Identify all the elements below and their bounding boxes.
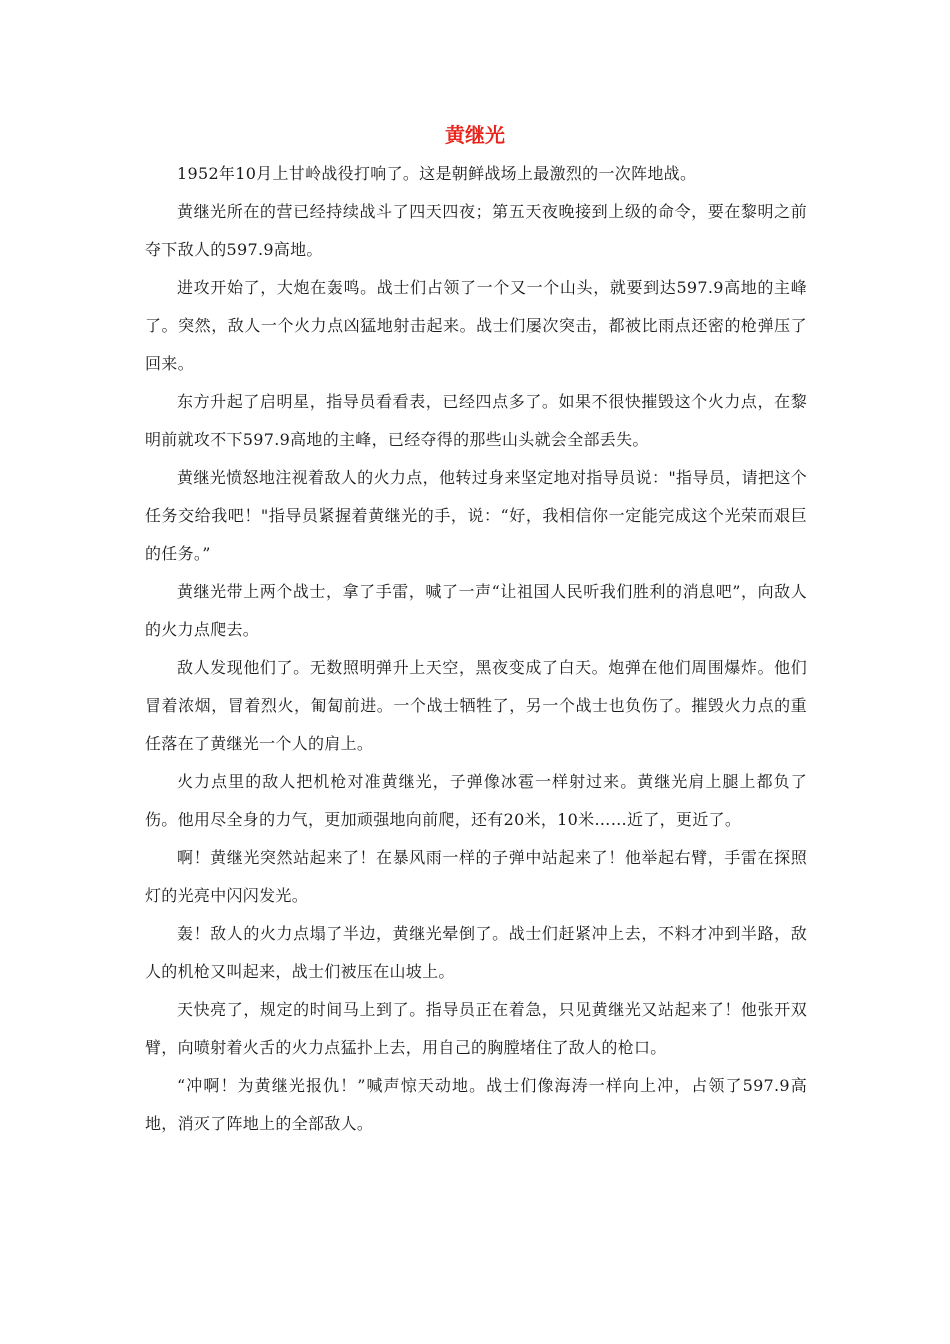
paragraph: 进攻开始了，大炮在轰鸣。战士们占领了一个又一个山头，就要到达597.9高地的主峰了。突然，敌人一个火力点凶猛地射击起来。战士们屡次突击，都被比雨点还密的枪弹压了回来。 bbox=[145, 278, 807, 373]
paragraph: 天快亮了，规定的时间马上到了。指导员正在着急，只见黄继光又站起来了！他张开双臂，向喷射着火舌的火力点猛扑上去，用自己的胸膛堵住了敌人的枪口。 bbox=[145, 1000, 807, 1057]
paragraph: 火力点里的敌人把机枪对准黄继光，子弹像冰雹一样射过来。黄继光肩上腿上都负了伤。他用尽全身的力气，更加顽强地向前爬，还有20米，10米……近了，更近了。 bbox=[145, 772, 807, 829]
document-body bbox=[145, 155, 807, 1143]
paragraph: 黄继光带上两个战士，拿了手雷，喊了一声“让祖国人民听我们胜利的消息吧”，向敌人的火力点爬去。 bbox=[145, 582, 807, 639]
paragraph: 1952年10月上甘岭战役打响了。这是朝鲜战场上最激烈的一次阵地战。 bbox=[177, 164, 697, 183]
paragraph: 黄继光所在的营已经持续战斗了四天四夜；第五天夜晚接到上级的命令，要在黎明之前夺下敌人的597.9高地。 bbox=[145, 202, 807, 259]
paragraph: 敌人发现他们了。无数照明弹升上天空，黑夜变成了白天。炮弹在他们周围爆炸。他们冒着浓烟，冒着烈火，匍匐前进。一个战士牺牲了，另一个战士也负伤了。摧毁火力点的重任落在了黄继光一个人的肩上。 bbox=[145, 658, 807, 753]
document-title: 黄继光 bbox=[445, 123, 505, 147]
paragraph: 黄继光愤怒地注视着敌人的火力点，他转过身来坚定地对指导员说："指导员，请把这个任务交给我吧！"指导员紧握着黄继光的手，说：“好，我相信你一定能完成这个光荣而艰巨的任务。” bbox=[145, 468, 807, 563]
paragraph: 啊！黄继光突然站起来了！在暴风雨一样的子弹中站起来了！他举起右臂，手雷在探照灯的光亮中闪闪发光。 bbox=[145, 848, 807, 905]
paragraph: “冲啊！为黄继光报仇！”喊声惊天动地。战士们像海涛一样向上冲，占领了597.9高地，消灭了阵地上的全部敌人。 bbox=[145, 1076, 807, 1133]
paragraph: 东方升起了启明星，指导员看看表，已经四点多了。如果不很快摧毁这个火力点，在黎明前就攻不下597.9高地的主峰，已经夺得的那些山头就会全部丢失。 bbox=[145, 392, 807, 449]
paragraph: 轰！敌人的火力点塌了半边，黄继光晕倒了。战士们赶紧冲上去，不料才冲到半路，敌人的机枪又叫起来，战士们被压在山坡上。 bbox=[145, 924, 807, 981]
